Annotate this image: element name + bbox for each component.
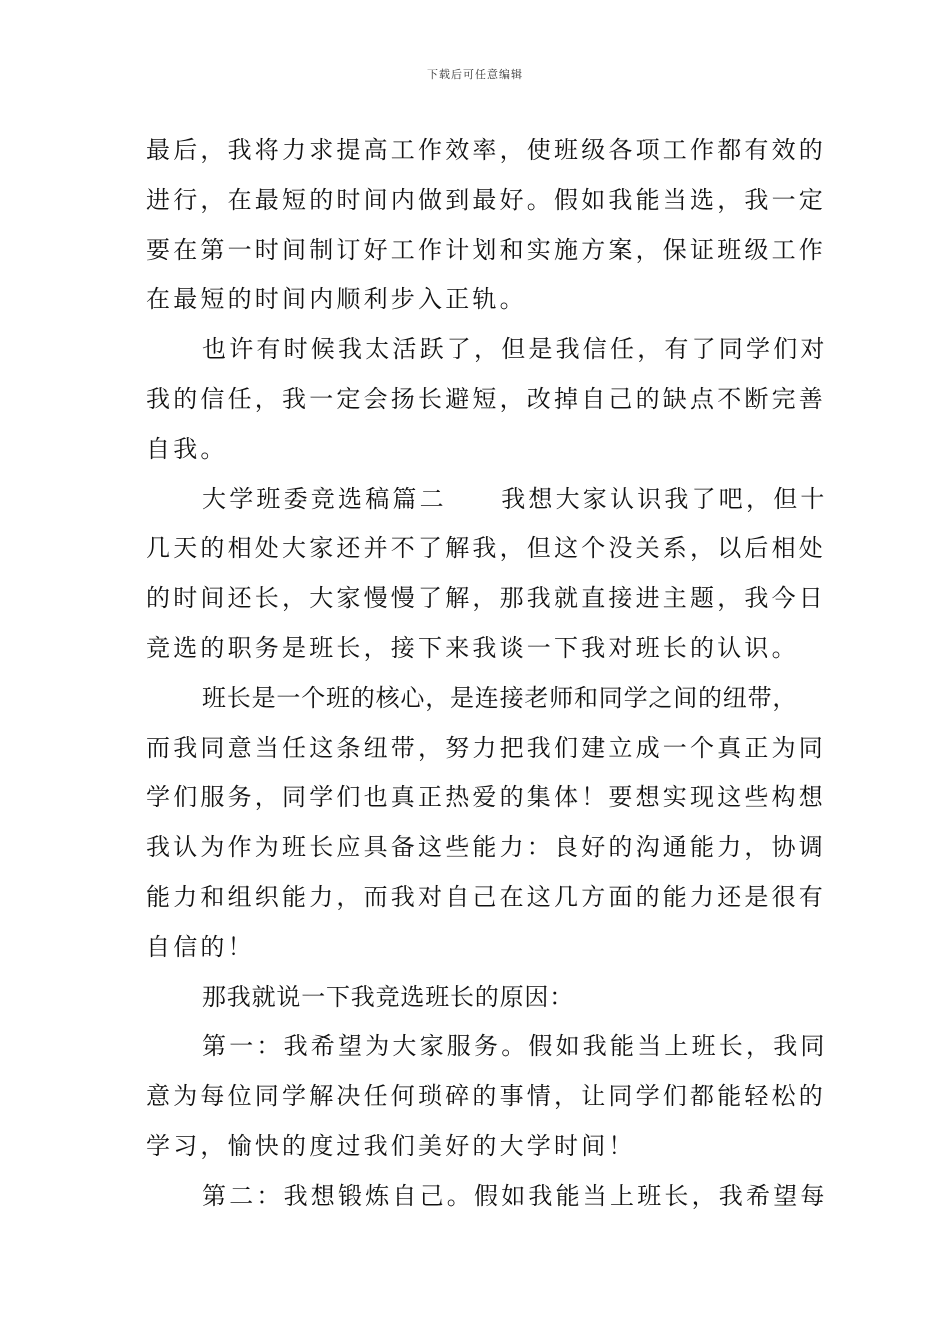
text-line: 我的信任，我一定会扬长避短，改掉自己的缺点不断完善: [146, 384, 826, 413]
text-line: 能力和组织能力，而我对自己在这几方面的能力还是很有: [146, 882, 826, 911]
text-line: 进行，在最短的时间内做到最好。假如我能当选，我一定: [146, 185, 826, 214]
text-line: 在最短的时间内顺利步入正轨。: [146, 285, 527, 314]
text-line: 的时间还长，大家慢慢了解，那我就直接进主题，我今日: [146, 584, 826, 613]
text-line: 那我就说一下我竞选班长的原因：: [202, 982, 574, 1011]
text-line: 学们服务，同学们也真正热爱的集体！要想实现这些构想: [146, 783, 826, 812]
text-line: 竞选的职务是班长，接下来我谈一下我对班长的认识。: [146, 633, 799, 662]
text-line: 自信的！: [146, 932, 255, 961]
text-line: 而我同意当任这条纽带，努力把我们建立成一个真正为同: [146, 733, 826, 762]
text-line: 意为每位同学解决任何琐碎的事情，让同学们都能轻松的: [146, 1082, 826, 1111]
text-line: 也许有时候我太活跃了，但是我信任，有了同学们对: [202, 335, 828, 364]
text-line: 大学班委竞选稿篇二 我想大家认识我了吧，但十: [202, 484, 828, 513]
text-line: 学习，愉快的度过我们美好的大学时间！: [146, 1131, 636, 1160]
document-body: [146, 126, 828, 1222]
text-line: 最后，我将力求提高工作效率，使班级各项工作都有效的: [146, 136, 826, 164]
text-line: 几天的相处大家还并不了解我，但这个没关系，以后相处: [146, 534, 826, 563]
text-line: 我认为作为班长应具备这些能力：良好的沟通能力，协调: [146, 833, 826, 862]
text-line: 要在第一时间制订好工作计划和实施方案，保证班级工作: [146, 235, 826, 264]
text-line: 第一：我希望为大家服务。假如我能当上班长，我同: [202, 1032, 828, 1061]
text-line: 第二：我想锻炼自己。假如我能当上班长，我希望每: [202, 1181, 828, 1210]
text-line: 自我。: [146, 434, 228, 463]
text-line: 班长是一个班的核心，是连接老师和同学之间的纽带，: [202, 683, 798, 712]
page-header: 下载后可任意编辑: [427, 68, 523, 81]
